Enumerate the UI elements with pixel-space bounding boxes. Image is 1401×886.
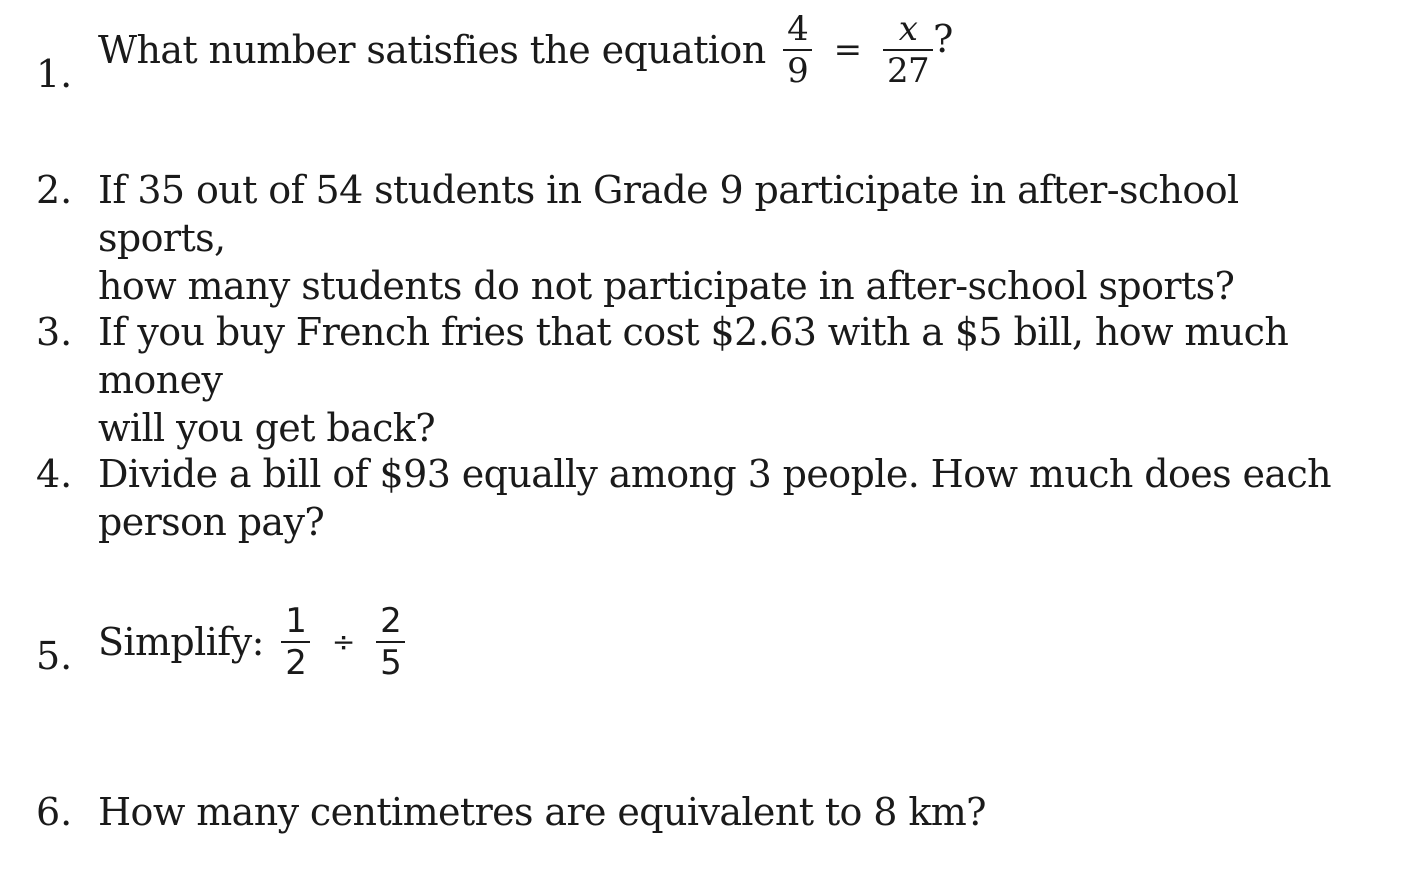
question-1 (36, 9, 1376, 96)
fraction-left (281, 601, 310, 683)
question-text: How many centimetres are equivalent to 8 km? (98, 790, 986, 834)
fraction-denominator: 2 (285, 643, 307, 683)
question-text (98, 308, 1376, 452)
question-number: 5. (36, 634, 73, 678)
question-text (98, 166, 1376, 310)
question-3 (36, 308, 1376, 452)
fraction-numerator: 1 (281, 604, 310, 643)
question-5 (36, 601, 1376, 683)
fraction-denominator: 9 (787, 51, 809, 91)
question-2 (36, 166, 1376, 310)
fraction-numerator: 4 (783, 12, 812, 51)
question-line-1: Divide a bill of $93 equally among 3 people. How much does each (98, 452, 1332, 496)
fraction-left (783, 9, 812, 91)
equals-sign: = (833, 30, 862, 70)
question-number: 1. (36, 52, 73, 96)
fraction-denominator: 5 (380, 643, 402, 683)
question-line-1: If 35 out of 54 students in Grade 9 participate in after-school sports, (98, 168, 1239, 260)
question-number: 2. (36, 168, 73, 212)
question-line-2: person pay? (98, 500, 325, 544)
question-4 (36, 450, 1376, 546)
fraction-numerator: x (883, 12, 933, 51)
question-mark: ? (933, 17, 953, 61)
question-6 (36, 788, 1376, 836)
fraction-right (883, 9, 933, 91)
question-line-2: how many students do not participate in after-school sports? (98, 264, 1235, 308)
divide-sign: ÷ (331, 625, 355, 658)
question-line-1: If you buy French fries that cost $2.63 with a $5 bill, how much money (98, 310, 1289, 402)
question-prompt: Simplify: (98, 620, 264, 664)
question-number: 4. (36, 452, 73, 496)
question-number: 6. (36, 790, 73, 834)
fraction-numerator: 2 (376, 604, 405, 643)
fraction-denominator: 27 (886, 51, 930, 91)
question-text (98, 450, 1376, 546)
question-text (98, 601, 1376, 683)
question-prompt: What number satisfies the equation (98, 28, 766, 72)
fraction-right (376, 601, 405, 683)
question-text (98, 9, 1376, 91)
question-line-2: will you get back? (98, 406, 435, 450)
question-number: 3. (36, 310, 73, 354)
